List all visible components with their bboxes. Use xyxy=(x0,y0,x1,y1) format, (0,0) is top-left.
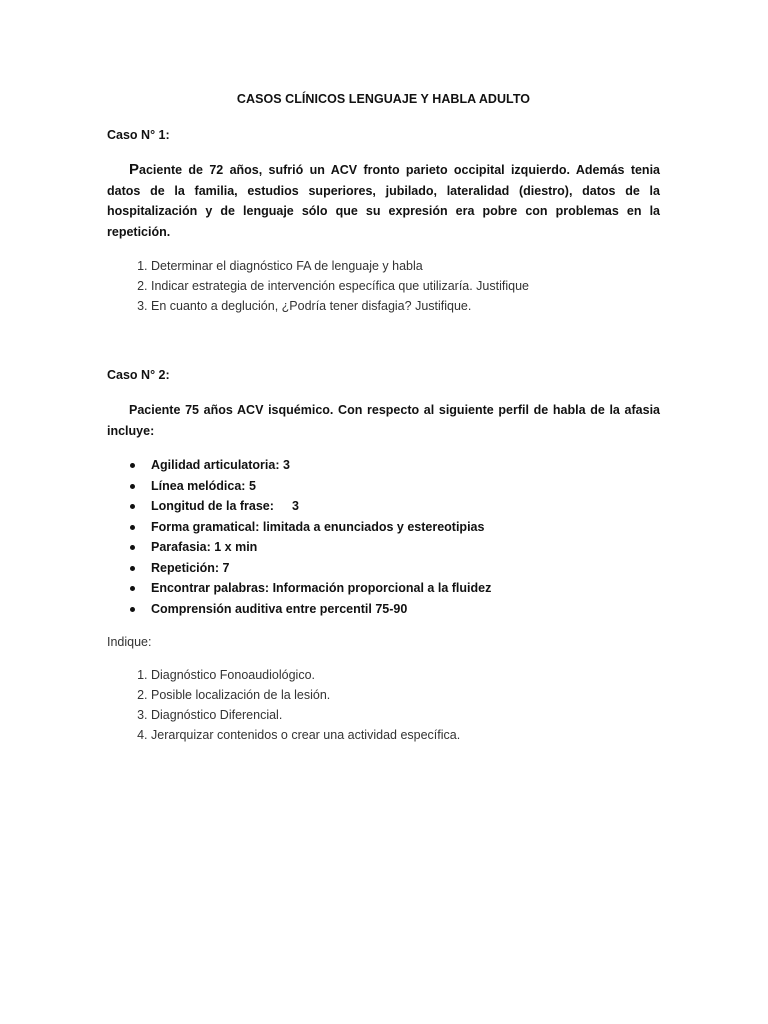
profile-frase-value: 3 xyxy=(291,499,299,513)
case-1-intro xyxy=(107,160,660,242)
case-2-tasks xyxy=(107,665,660,745)
list-item: Parafasia: 1 x min xyxy=(151,537,660,558)
case-1-heading: Caso N° 1: xyxy=(107,128,170,142)
list-item xyxy=(151,496,660,517)
list-item: Línea melódica: 5 xyxy=(151,476,660,497)
list-item: 3. En cuanto a deglución, ¿Podría tener disfagia? Justifique. xyxy=(151,296,660,316)
list-item: Encontrar palabras: Información proporcional a la fluidez xyxy=(151,578,660,599)
list-item: 2. Posible localización de la lesión. xyxy=(151,685,660,705)
list-item: Comprensión auditiva entre percentil 75-90 xyxy=(151,599,660,620)
case-1-intro-initial: P xyxy=(129,161,140,178)
list-item: Agilidad articulatoria: 3 xyxy=(151,455,660,476)
list-item: 1. Diagnóstico Fonoaudiológico. xyxy=(151,665,660,685)
section-spacer xyxy=(107,316,660,368)
list-item: Repetición: 7 xyxy=(151,558,660,579)
case-1-questions xyxy=(107,256,660,316)
document-title: CASOS CLÍNICOS LENGUAJE Y HABLA ADULTO xyxy=(236,92,531,106)
profile-frase-label: Longitud de la frase: xyxy=(151,499,274,513)
case-2-section xyxy=(107,368,660,745)
case-2-intro: Paciente 75 años ACV isquémico. Con respecto al siguiente perfil de habla de la afasia incluye: xyxy=(107,403,660,438)
document-page xyxy=(107,92,660,745)
case-2-heading: Caso N° 2: xyxy=(107,368,170,382)
case-2-profile-list xyxy=(107,455,660,619)
list-item: 2. Indicar estrategia de intervención específica que utilizaría. Justifique xyxy=(151,276,660,296)
list-item: 3. Diagnóstico Diferencial. xyxy=(151,705,660,725)
case-1-section xyxy=(107,128,660,316)
indique-label: Indique: xyxy=(107,635,152,649)
case-1-intro-text: aciente de 72 años, sufrió un ACV fronto parieto occipital izquierdo. Además tenia datos de la familia, estudios superiores, jubilado, lateralidad (diestro), datos de la hospitalización y de lenguaje sólo que su expresión era pobre con problemas en la repetición. xyxy=(107,163,660,239)
list-item: Forma gramatical: limitada a enunciados y estereotipias xyxy=(151,517,660,538)
list-item: 1. Determinar el diagnóstico FA de lenguaje y habla xyxy=(151,256,660,276)
list-item: 4. Jerarquizar contenidos o crear una actividad específica. xyxy=(151,725,660,745)
